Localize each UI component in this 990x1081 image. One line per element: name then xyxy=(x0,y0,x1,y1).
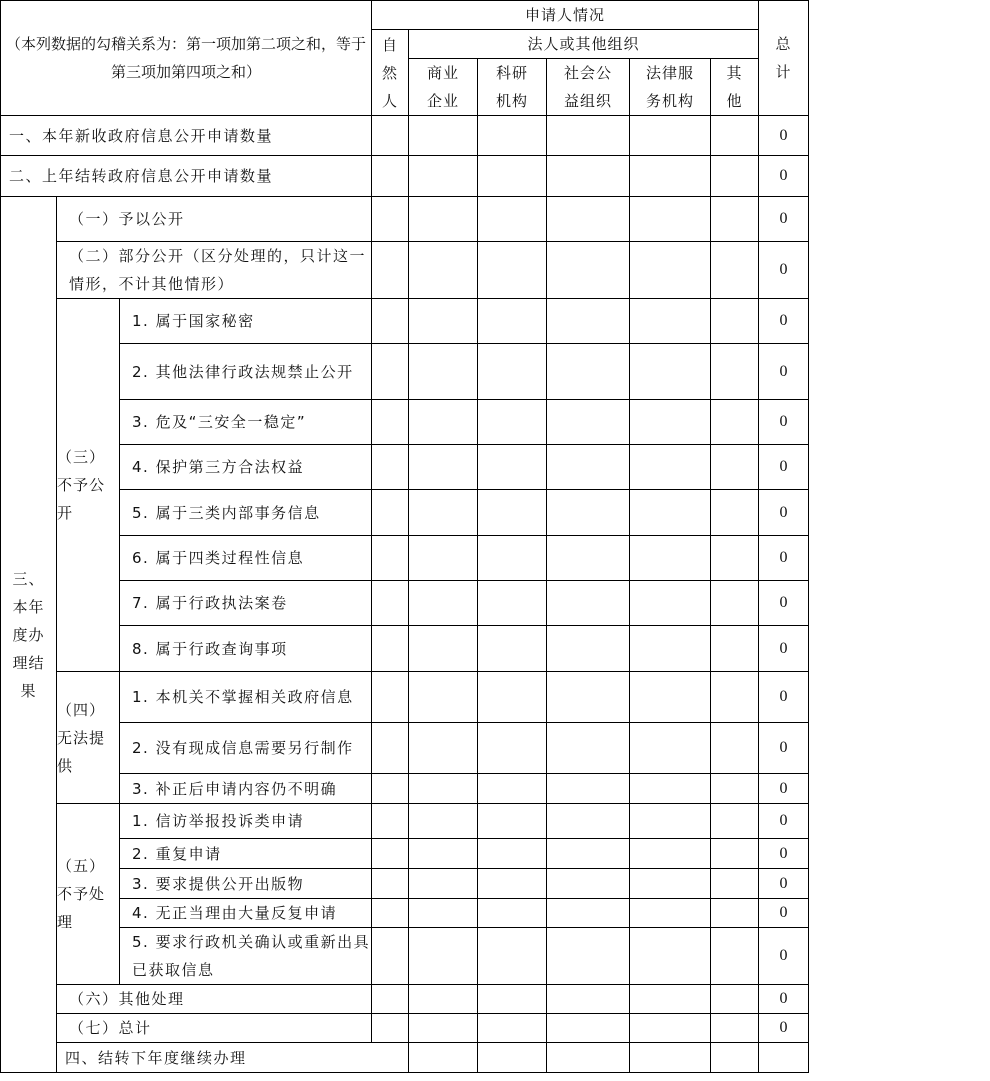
empty-count-cell xyxy=(630,1043,711,1073)
empty-count-cell xyxy=(711,400,759,445)
empty-count-cell xyxy=(630,445,711,490)
empty-count-cell xyxy=(630,299,711,344)
empty-count-cell xyxy=(372,899,409,928)
empty-count-cell xyxy=(711,344,759,400)
empty-count-cell xyxy=(372,156,409,197)
empty-count-cell xyxy=(478,299,547,344)
empty-count-cell xyxy=(547,899,630,928)
empty-count-cell xyxy=(478,490,547,536)
total-cell: 0 xyxy=(759,445,809,490)
other-header: 其他 xyxy=(711,59,759,116)
total-header: 总计 xyxy=(759,1,809,116)
empty-count-cell xyxy=(478,626,547,672)
empty-count-cell xyxy=(372,804,409,839)
empty-count-cell xyxy=(630,928,711,985)
row-label: 2. 其他法律行政法规禁止公开 xyxy=(120,344,372,400)
empty-count-cell xyxy=(711,445,759,490)
empty-count-cell xyxy=(409,581,478,626)
empty-count-cell xyxy=(630,1014,711,1043)
total-cell: 0 xyxy=(759,536,809,581)
empty-count-cell xyxy=(372,445,409,490)
empty-count-cell xyxy=(478,839,547,869)
empty-count-cell xyxy=(409,299,478,344)
empty-count-cell xyxy=(372,1014,409,1043)
total-cell: 0 xyxy=(759,899,809,928)
empty-count-cell xyxy=(630,839,711,869)
empty-count-cell xyxy=(372,869,409,899)
empty-count-cell xyxy=(547,869,630,899)
empty-count-cell xyxy=(630,723,711,774)
row-label: 4. 无正当理由大量反复申请 xyxy=(120,899,372,928)
row-label: 四、结转下年度继续办理 xyxy=(57,1043,409,1073)
empty-count-cell xyxy=(711,672,759,723)
row-label: （二）部分公开（区分处理的，只计这一情形，不计其他情形） xyxy=(57,242,372,299)
empty-count-cell xyxy=(372,723,409,774)
empty-count-cell xyxy=(478,1014,547,1043)
business-header: 商业企业 xyxy=(409,59,478,116)
empty-count-cell xyxy=(478,536,547,581)
empty-count-cell xyxy=(547,723,630,774)
empty-count-cell xyxy=(630,116,711,156)
group-not-handled-label: （五）不予处理 xyxy=(57,804,120,985)
total-cell: 0 xyxy=(759,197,809,242)
empty-count-cell xyxy=(547,536,630,581)
empty-count-cell xyxy=(478,774,547,804)
empty-count-cell xyxy=(372,985,409,1014)
empty-count-cell xyxy=(409,490,478,536)
empty-count-cell xyxy=(409,839,478,869)
empty-count-cell xyxy=(630,774,711,804)
group-not-disclosed-label: （三）不予公开 xyxy=(57,299,120,672)
empty-count-cell xyxy=(372,839,409,869)
row-label: 一、本年新收政府信息公开申请数量 xyxy=(1,116,372,156)
row-label: 4. 保护第三方合法权益 xyxy=(120,445,372,490)
empty-count-cell xyxy=(711,116,759,156)
empty-count-cell xyxy=(372,116,409,156)
empty-count-cell xyxy=(372,928,409,985)
empty-count-cell xyxy=(547,1014,630,1043)
empty-count-cell xyxy=(630,581,711,626)
empty-count-cell xyxy=(547,626,630,672)
empty-count-cell xyxy=(711,1014,759,1043)
empty-count-cell xyxy=(409,723,478,774)
empty-count-cell xyxy=(547,985,630,1014)
empty-count-cell xyxy=(409,928,478,985)
empty-count-cell xyxy=(711,626,759,672)
empty-count-cell xyxy=(547,116,630,156)
empty-count-cell xyxy=(547,490,630,536)
empty-count-cell xyxy=(711,197,759,242)
empty-count-cell xyxy=(711,985,759,1014)
empty-count-cell xyxy=(630,672,711,723)
empty-count-cell xyxy=(711,839,759,869)
empty-count-cell xyxy=(630,400,711,445)
empty-count-cell xyxy=(547,804,630,839)
empty-count-cell xyxy=(372,581,409,626)
row-label: 1. 本机关不掌握相关政府信息 xyxy=(120,672,372,723)
empty-count-cell xyxy=(547,928,630,985)
empty-count-cell xyxy=(711,581,759,626)
empty-count-cell xyxy=(630,804,711,839)
empty-count-cell xyxy=(711,723,759,774)
row-label: （一）予以公开 xyxy=(57,197,372,242)
empty-count-cell xyxy=(711,242,759,299)
empty-count-cell xyxy=(630,985,711,1014)
row-label: 1. 属于国家秘密 xyxy=(120,299,372,344)
social-header: 社会公益组织 xyxy=(547,59,630,116)
row-label: （七）总计 xyxy=(57,1014,372,1043)
empty-count-cell xyxy=(630,899,711,928)
applicant-header: 申请人情况 xyxy=(372,1,759,30)
empty-count-cell xyxy=(711,804,759,839)
total-cell: 0 xyxy=(759,490,809,536)
empty-count-cell xyxy=(372,400,409,445)
total-cell: 0 xyxy=(759,928,809,985)
empty-count-cell xyxy=(478,242,547,299)
total-cell: 0 xyxy=(759,344,809,400)
row-label: 二、上年结转政府信息公开申请数量 xyxy=(1,156,372,197)
total-cell: 0 xyxy=(759,672,809,723)
total-cell: 0 xyxy=(759,804,809,839)
total-cell: 0 xyxy=(759,299,809,344)
total-cell: 0 xyxy=(759,626,809,672)
row-label: 3. 要求提供公开出版物 xyxy=(120,869,372,899)
empty-count-cell xyxy=(711,899,759,928)
empty-count-cell xyxy=(409,344,478,400)
empty-count-cell xyxy=(547,581,630,626)
empty-count-cell xyxy=(547,839,630,869)
empty-count-cell xyxy=(630,626,711,672)
empty-count-cell xyxy=(711,156,759,197)
row-label: 3. 危及“三安全一稳定” xyxy=(120,400,372,445)
empty-count-cell xyxy=(372,242,409,299)
total-cell: 0 xyxy=(759,156,809,197)
empty-count-cell xyxy=(711,774,759,804)
total-cell: 0 xyxy=(759,400,809,445)
empty-count-cell xyxy=(372,626,409,672)
empty-count-cell xyxy=(409,156,478,197)
empty-count-cell xyxy=(478,985,547,1014)
total-cell: 0 xyxy=(759,774,809,804)
empty-count-cell xyxy=(478,400,547,445)
empty-count-cell xyxy=(409,672,478,723)
empty-count-cell xyxy=(372,536,409,581)
empty-count-cell xyxy=(630,197,711,242)
empty-count-cell xyxy=(478,581,547,626)
empty-count-cell xyxy=(409,197,478,242)
empty-count-cell xyxy=(547,344,630,400)
empty-count-cell xyxy=(409,869,478,899)
empty-count-cell xyxy=(478,869,547,899)
empty-count-cell xyxy=(409,1014,478,1043)
total-cell: 0 xyxy=(759,242,809,299)
group-cannot-provide-label: （四）无法提供 xyxy=(57,672,120,804)
empty-count-cell xyxy=(478,344,547,400)
empty-count-cell xyxy=(409,536,478,581)
empty-count-cell xyxy=(630,156,711,197)
total-cell: 0 xyxy=(759,1014,809,1043)
empty-count-cell xyxy=(547,1043,630,1073)
empty-count-cell xyxy=(478,672,547,723)
empty-count-cell xyxy=(478,899,547,928)
empty-count-cell xyxy=(372,672,409,723)
empty-count-cell xyxy=(409,116,478,156)
empty-count-cell xyxy=(478,197,547,242)
empty-count-cell xyxy=(478,116,547,156)
empty-count-cell xyxy=(372,774,409,804)
empty-count-cell xyxy=(478,445,547,490)
empty-count-cell xyxy=(630,869,711,899)
empty-count-cell xyxy=(409,804,478,839)
research-header: 科研机构 xyxy=(478,59,547,116)
total-cell: 0 xyxy=(759,581,809,626)
empty-count-cell xyxy=(630,490,711,536)
total-cell: 0 xyxy=(759,985,809,1014)
empty-count-cell xyxy=(409,899,478,928)
empty-count-cell xyxy=(547,156,630,197)
legal-person-header: 法人或其他组织 xyxy=(409,30,759,59)
row-label: 7. 属于行政执法案卷 xyxy=(120,581,372,626)
empty-count-cell xyxy=(372,344,409,400)
empty-count-cell xyxy=(711,536,759,581)
empty-count-cell xyxy=(547,197,630,242)
empty-count-cell xyxy=(372,299,409,344)
empty-count-cell xyxy=(409,400,478,445)
empty-count-cell xyxy=(372,197,409,242)
empty-count-cell xyxy=(711,1043,759,1073)
legal-service-header: 法律服务机构 xyxy=(630,59,711,116)
total-cell: 0 xyxy=(759,116,809,156)
row-label: 5. 要求行政机关确认或重新出具已获取信息 xyxy=(120,928,372,985)
empty-count-cell xyxy=(478,723,547,774)
empty-count-cell xyxy=(409,774,478,804)
empty-count-cell xyxy=(409,242,478,299)
empty-count-cell xyxy=(711,299,759,344)
empty-count-cell xyxy=(478,928,547,985)
empty-count-cell xyxy=(372,490,409,536)
empty-count-cell xyxy=(478,804,547,839)
section-three-label: 三、本年度办理结果 xyxy=(1,197,57,1073)
row-label: （六）其他处理 xyxy=(57,985,372,1014)
total-cell: 0 xyxy=(759,723,809,774)
empty-count-cell xyxy=(630,344,711,400)
empty-count-cell xyxy=(409,985,478,1014)
empty-count-cell xyxy=(547,299,630,344)
empty-count-cell xyxy=(409,445,478,490)
empty-count-cell xyxy=(547,445,630,490)
empty-count-cell xyxy=(630,242,711,299)
total-cell: 0 xyxy=(759,869,809,899)
empty-count-cell xyxy=(478,1043,547,1073)
empty-count-cell xyxy=(409,626,478,672)
row-label: 6. 属于四类过程性信息 xyxy=(120,536,372,581)
row-label: 2. 重复申请 xyxy=(120,839,372,869)
empty-count-cell xyxy=(478,156,547,197)
natural-person-header: 自然人 xyxy=(372,30,409,116)
empty-count-cell xyxy=(547,242,630,299)
row-label: 2. 没有现成信息需要另行制作 xyxy=(120,723,372,774)
relationship-note: （本列数据的勾稽关系为：第一项加第二项之和，等于第三项加第四项之和） xyxy=(1,1,372,116)
empty-count-cell xyxy=(547,672,630,723)
empty-count-cell xyxy=(759,1043,809,1073)
empty-count-cell xyxy=(547,774,630,804)
row-label: 3. 补正后申请内容仍不明确 xyxy=(120,774,372,804)
row-label: 1. 信访举报投诉类申请 xyxy=(120,804,372,839)
empty-count-cell xyxy=(409,1043,478,1073)
row-label: 5. 属于三类内部事务信息 xyxy=(120,490,372,536)
empty-count-cell xyxy=(711,928,759,985)
total-cell: 0 xyxy=(759,839,809,869)
empty-count-cell xyxy=(547,400,630,445)
row-label: 8. 属于行政查询事项 xyxy=(120,626,372,672)
empty-count-cell xyxy=(711,869,759,899)
empty-count-cell xyxy=(630,536,711,581)
empty-count-cell xyxy=(711,490,759,536)
